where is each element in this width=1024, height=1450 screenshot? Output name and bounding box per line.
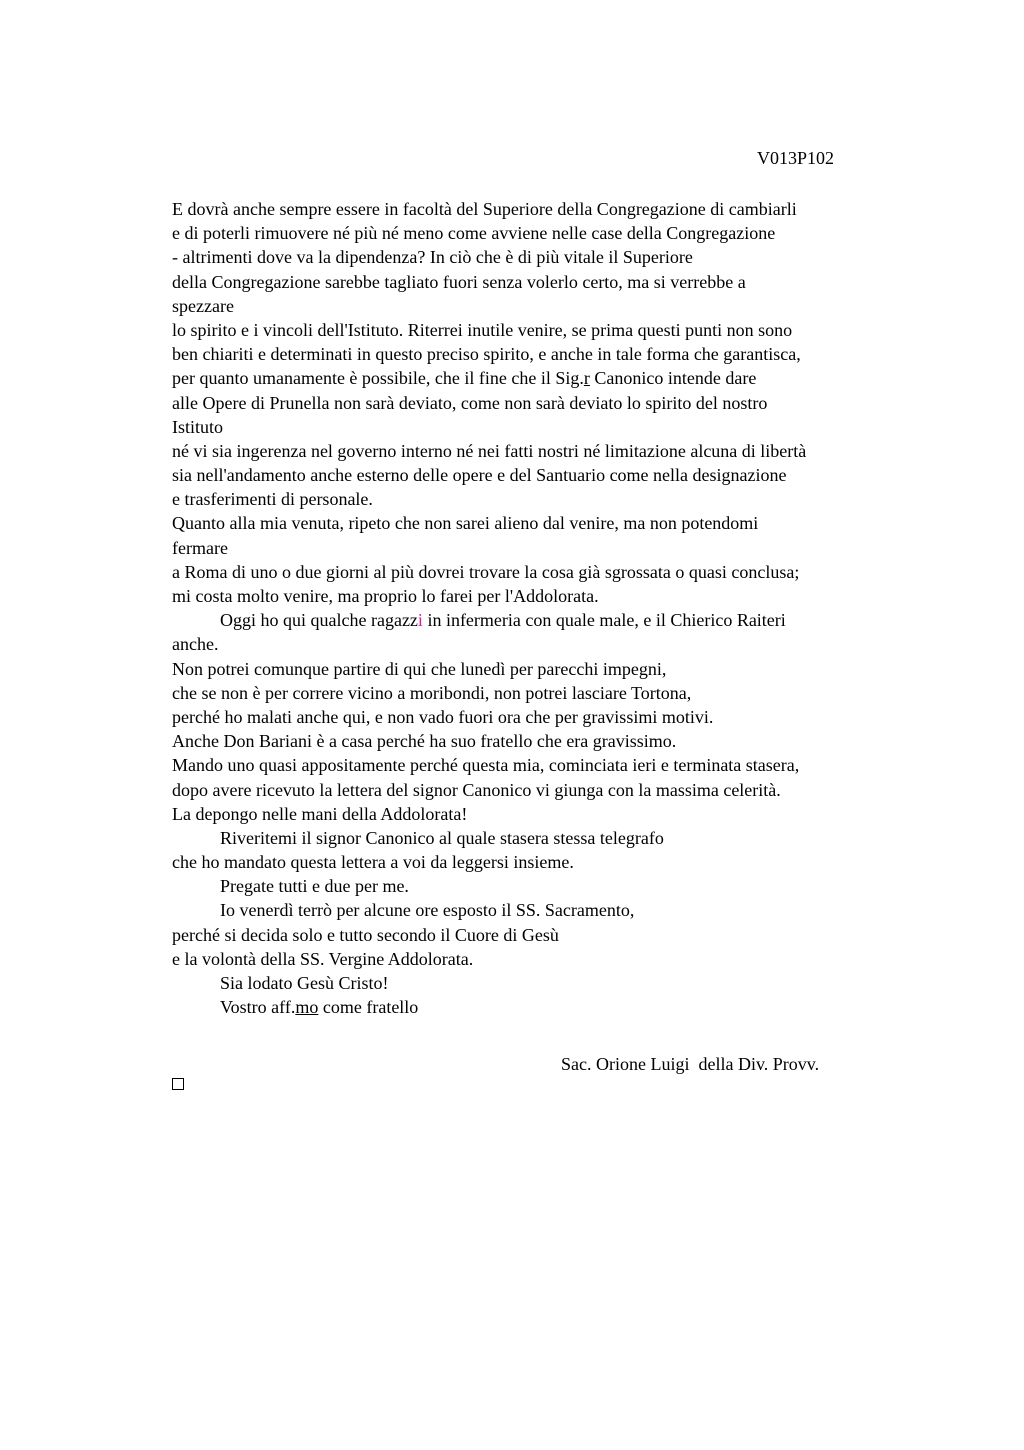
letter-line: Sia lodato Gesù Cristo! bbox=[220, 973, 389, 993]
line-text: Oggi ho qui qualche ragazz bbox=[220, 610, 418, 631]
line-text: Canonico intende dare bbox=[589, 368, 757, 389]
letter-line: Riveritemi il signor Canonico al quale stasera stessa telegrafo bbox=[220, 827, 664, 848]
letter-line: e trasferimenti di personale. bbox=[172, 489, 373, 510]
letter-line: anche. bbox=[172, 634, 219, 655]
letter-line: della Congregazione sarebbe tagliato fuori senza volerlo certo, ma si verrebbe a bbox=[172, 271, 746, 292]
letter-line: dopo avere ricevuto la lettera del signor Canonico vi giunga con la massima celerità. bbox=[172, 779, 781, 800]
letter-line: La depongo nelle mani della Addolorata! bbox=[172, 803, 468, 824]
letter-line: a Roma di uno o due giorni al più dovrei trovare la cosa già sgrossata o quasi conclusa; bbox=[172, 561, 800, 582]
page-code: V013P102 bbox=[757, 148, 835, 168]
letter-line: perché ho malati anche qui, e non vado fuori ora che per gravissimi motivi. bbox=[172, 706, 714, 727]
letter-line: che se non è per correre vicino a moribondi, non potrei lasciare Tortona, bbox=[172, 682, 692, 703]
letter-line: fermare bbox=[172, 537, 228, 558]
letter-line: sia nell'andamento anche esterno delle opere e del Santuario come nella designazione bbox=[172, 465, 787, 486]
letter-line: spezzare bbox=[172, 295, 234, 316]
empty-box-icon bbox=[172, 1078, 184, 1090]
letter-line: ben chiariti e determinati in questo preciso spirito, e anche in tale forma che garantisca, bbox=[172, 344, 801, 365]
letter-line: Istituto bbox=[172, 416, 224, 437]
letter-line: Pregate tutti e due per me. bbox=[220, 876, 409, 897]
line-text: Vostro aff. bbox=[220, 997, 296, 1018]
line-text: in infermeria con quale male, e il Chierico Raiteri bbox=[422, 610, 786, 631]
signature: Sac. Orione Luigi della Div. Provv. bbox=[561, 1054, 820, 1074]
letter-line: mi costa molto venire, ma proprio lo farei per l'Addolorata. bbox=[172, 586, 599, 606]
letter-line: né vi sia ingerenza nel governo interno né nei fatti nostri né limitazione alcuna di libertà bbox=[172, 440, 807, 461]
letter-line: E dovrà anche sempre essere in facoltà del Superiore della Congregazione di cambiarli bbox=[172, 199, 797, 219]
letter-line: perché si decida solo e tutto secondo il Cuore di Gesù bbox=[172, 924, 559, 945]
underlined-abbreviation: mo bbox=[295, 997, 319, 1018]
letter-line: e la volontà della SS. Vergine Addolorata. bbox=[172, 948, 474, 969]
letter-line bbox=[172, 366, 912, 390]
letter-line bbox=[172, 995, 912, 1019]
letter-line: lo spirito e i vincoli dell'Istituto. Riterrei inutile venire, se prima questi punti non sono bbox=[172, 319, 793, 340]
letter-line: che ho mandato questa lettera a voi da leggersi insieme. bbox=[172, 852, 574, 873]
letter-line: alle Opere di Prunella non sarà deviato, come non sarà deviato lo spirito del nostro bbox=[172, 392, 768, 413]
letter-line: e di poterli rimuovere né più né meno come avviene nelle case della Congregazione bbox=[172, 223, 776, 244]
underlined-abbreviation: r bbox=[583, 368, 590, 389]
letter-line: - altrimenti dove va la dipendenza? In ciò che è di più vitale il Superiore bbox=[172, 247, 693, 268]
line-text: come fratello bbox=[318, 997, 419, 1018]
letter-body bbox=[172, 197, 912, 1019]
letter-line: Non potrei comunque partire di qui che lunedì per parecchi impegni, bbox=[172, 658, 667, 679]
letter-line: Anche Don Bariani è a casa perché ha suo fratello che era gravissimo. bbox=[172, 731, 677, 752]
letter-line: Io venerdì terrò per alcune ore esposto il SS. Sacramento, bbox=[220, 900, 635, 921]
letter-line: Mando uno quasi appositamente perché questa mia, cominciata ieri e terminata stasera, bbox=[172, 755, 800, 776]
letter-line: Quanto alla mia venuta, ripeto che non sarei alieno dal venire, ma non potendomi bbox=[172, 513, 759, 534]
highlighted-letter: i bbox=[417, 610, 423, 631]
line-text: per quanto umanamente è possibile, che il fine che il Sig. bbox=[172, 368, 584, 389]
letter-line bbox=[172, 608, 912, 632]
